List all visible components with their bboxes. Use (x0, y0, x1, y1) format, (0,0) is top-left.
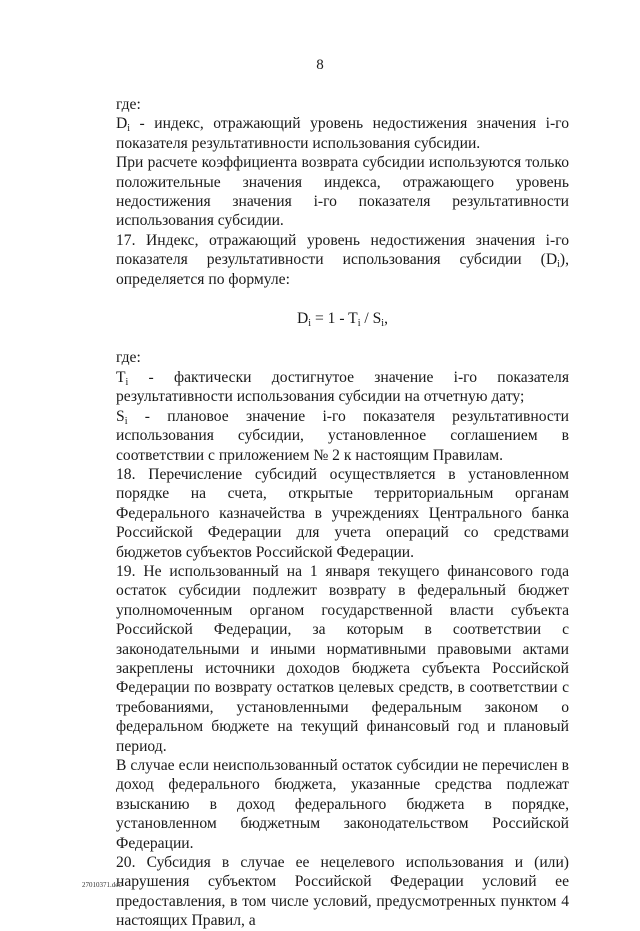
where-label-1: где: (116, 96, 141, 113)
paragraph-19: 19. Не использованный на 1 января текущего финансового года остаток субсидии подлежит возврату в федеральный бюджет уполномоченным органом государственной власти субъекта Российской Федерации, за которым в соответствии с законодательными и иными нормативными правовыми актами закреплены источники доходов бюджета субъекта Российской Федерации по возврату остатков целевых средств, в соответствии с требованиями, установленными федеральным законом о федеральном бюджете на текущий финансовый год и плановый период. (116, 562, 569, 755)
paragraph-20: 20. Субсидия в случае ее нецелевого использования и (или) нарушения субъектом Российской Федерации условий ее предоставления, в том числе условий, предусмотренных пунктом 4 настоящих Правил, а (116, 854, 569, 930)
document-body (116, 95, 569, 931)
paragraph-18: 18. Перечисление субсидий осуществляется в установленном порядке на счета, открытые территориальным органам Федерального казначейства в учреждениях Центрального банка Российской Федерации для учета операций со средствами бюджетов субъектов Российской Федерации. (116, 465, 569, 561)
formula-di: $D_i = 1 - T_i / S_i$, (297, 310, 388, 330)
where-label-2: где: (116, 349, 141, 367)
paragraph-calculation: При расчете коэффициента возврата субсидии используются только положительные значения индекса, отражающего уровень недостижения значения i-го показателя результативности использования субсидии. (116, 154, 569, 230)
paragraph-17: 17. Индекс, отражающий уровень недостижения значения i-го показателя результативности использования субсидии $(D_i)$, определяется по формуле: (116, 231, 569, 288)
paragraph-case: В случае если неиспользованный остаток субсидии не перечислен в доход федерального бюджета, указанные средства подлежат взысканию в доход федерального бюджета в порядке, установленном бюджетным законодательством Российской Федерации. (116, 757, 569, 852)
page-number: 8 (316, 57, 324, 73)
footer-filename: 27010371.doc (82, 881, 122, 889)
definition-ti: $T_i$ - фактически достигнутое значение i-го показателя результативности использования субсидии на отчетную дату; (116, 368, 569, 406)
definition-di: $D_i$ - индекс, отражающий уровень недостижения значения i-го показателя результативности использования субсидии. (116, 115, 569, 152)
definition-si: $S_i$ - плановое значение i-го показателя результативности использования субсидии, установленное соглашением в соответствии с приложением № 2 к настоящим Правилам. (116, 407, 569, 464)
